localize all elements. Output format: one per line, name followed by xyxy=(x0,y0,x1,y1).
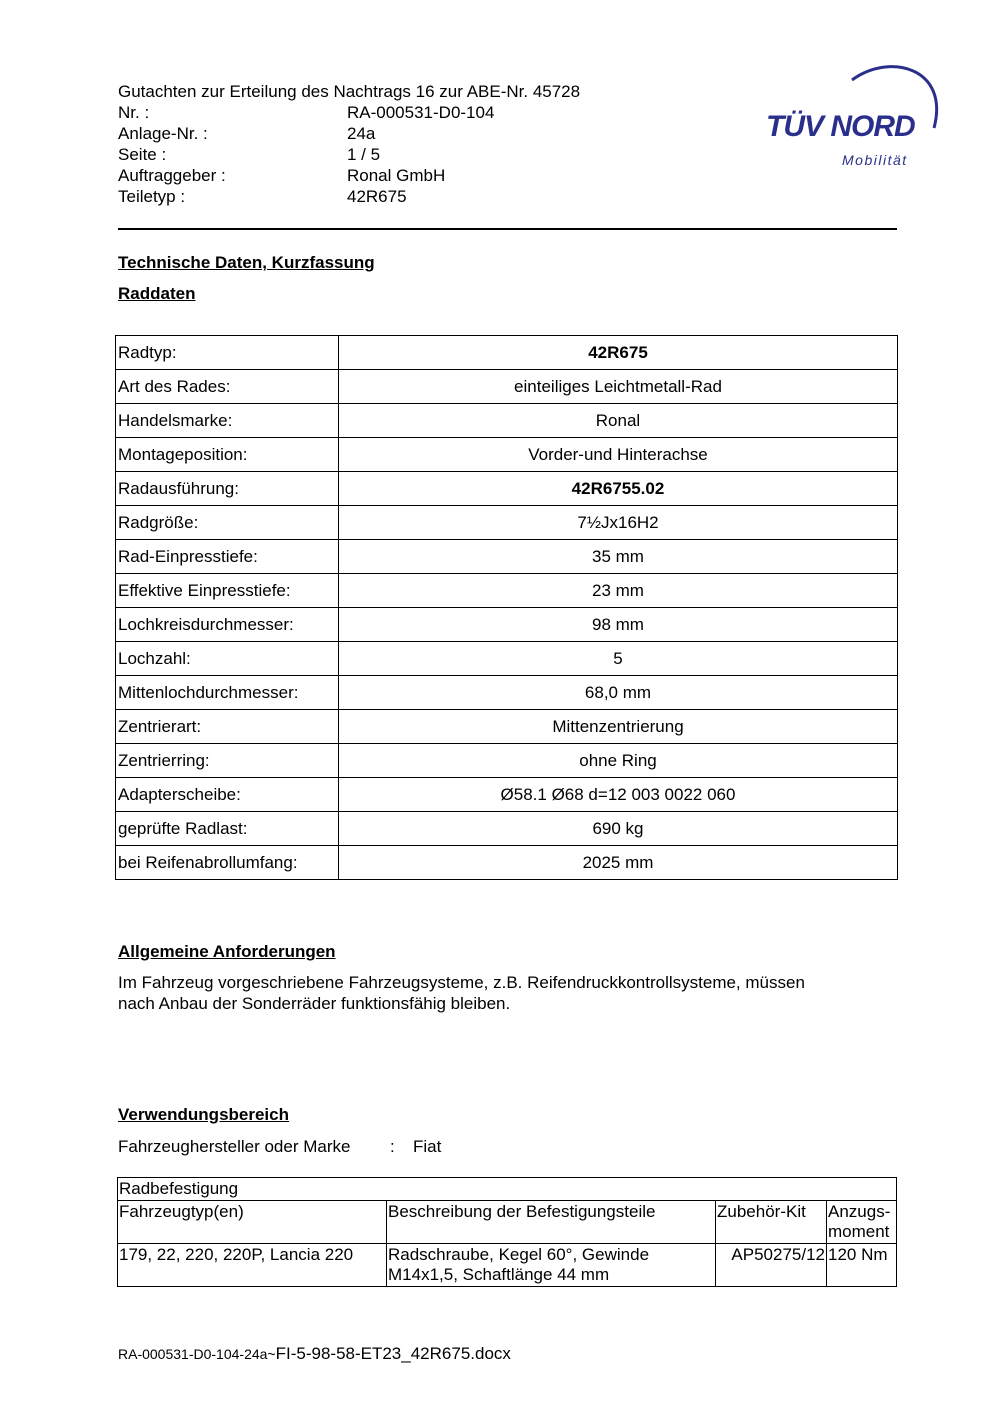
section-subtitle-raddaten: Raddaten xyxy=(118,284,196,303)
row-label: Rad-Einpresstiefe: xyxy=(116,540,339,574)
logo-subtext: Mobilität xyxy=(842,152,908,168)
row-label: Radtyp: xyxy=(116,336,339,370)
row-value: 42R675 xyxy=(339,336,898,370)
row-label: Art des Rades: xyxy=(116,370,339,404)
row-value: Ø58.1 Ø68 d=12 003 0022 060 xyxy=(339,778,898,812)
table-row xyxy=(116,370,898,404)
row-description-line1: Radschraube, Kegel 60°, Gewinde xyxy=(388,1245,650,1264)
row-value: 5 xyxy=(339,642,898,676)
row-label: Zentrierart: xyxy=(116,710,339,744)
row-label: Lochkreisdurchmesser: xyxy=(116,608,339,642)
row-value: Ronal xyxy=(339,404,898,438)
table-row xyxy=(116,336,898,370)
header-torque-line1: Anzugs- xyxy=(828,1202,891,1221)
table-row xyxy=(116,642,898,676)
row-value: 23 mm xyxy=(339,574,898,608)
maker-value: Fiat xyxy=(413,1137,442,1156)
section-title-verwendungsbereich: Verwendungsbereich xyxy=(118,1105,289,1124)
header-divider xyxy=(118,228,897,230)
row-description-line2: M14x1,5, Schaftlänge 44 mm xyxy=(388,1265,610,1284)
row-vehicle-types: 179, 22, 220, 220P, Lancia 220 xyxy=(118,1244,387,1287)
field-value-seite: 1 / 5 xyxy=(347,145,381,164)
section-title-technische-daten: Technische Daten, Kurzfassung xyxy=(118,253,375,272)
table-row xyxy=(116,540,898,574)
field-label-teiletyp: Teiletyp : xyxy=(118,187,186,206)
row-value: 35 mm xyxy=(339,540,898,574)
row-value: 7½Jx16H2 xyxy=(339,506,898,540)
header-torque xyxy=(827,1201,897,1244)
row-label: Radgröße: xyxy=(116,506,339,540)
maker-separator: : xyxy=(390,1137,395,1156)
field-label-auftraggeber: Auftraggeber : xyxy=(118,166,226,185)
row-value: Mittenzentrierung xyxy=(339,710,898,744)
row-label: Mittenlochdurchmesser: xyxy=(116,676,339,710)
requirements-text-line1: Im Fahrzeug vorgeschriebene Fahrzeugsysteme, z.B. Reifendruckkontrollsysteme, müssen xyxy=(118,973,805,992)
row-label: Adapterscheibe: xyxy=(116,778,339,812)
row-value: 690 kg xyxy=(339,812,898,846)
header-torque-line2: moment xyxy=(828,1222,890,1241)
requirements-text-line2: nach Anbau der Sonderräder funktionsfähig bleiben. xyxy=(118,994,511,1013)
row-value: 98 mm xyxy=(339,608,898,642)
header-description: Beschreibung der Befestigungsteile xyxy=(387,1201,716,1244)
document-title: Gutachten zur Erteilung des Nachtrags 16 zur ABE-Nr. 45728 xyxy=(118,82,581,101)
row-description xyxy=(387,1244,716,1287)
table-row xyxy=(116,710,898,744)
field-label-seite: Seite : xyxy=(118,145,167,164)
row-label: Lochzahl: xyxy=(116,642,339,676)
table-row xyxy=(116,506,898,540)
table-row xyxy=(116,438,898,472)
row-value: einteiliges Leichtmetall-Rad xyxy=(339,370,898,404)
fastening-caption: Radbefestigung xyxy=(118,1178,897,1201)
table-row xyxy=(116,812,898,846)
footer-filename xyxy=(118,1344,511,1364)
row-label: Zentrierring: xyxy=(116,744,339,778)
row-value: 42R6755.02 xyxy=(339,472,898,506)
table-row xyxy=(116,404,898,438)
field-label-anlage: Anlage-Nr. : xyxy=(118,124,208,143)
field-value-auftraggeber: Ronal GmbH xyxy=(347,166,446,185)
field-value-anlage: 24a xyxy=(347,124,376,143)
table-row xyxy=(116,778,898,812)
row-value: ohne Ring xyxy=(339,744,898,778)
wheel-data-table xyxy=(115,335,898,880)
table-row xyxy=(116,676,898,710)
field-label-nr: Nr. : xyxy=(118,103,150,122)
table-row xyxy=(116,608,898,642)
row-label: Effektive Einpresstiefe: xyxy=(116,574,339,608)
row-value: 2025 mm xyxy=(339,846,898,880)
logo-wordmark: TÜV NORD xyxy=(766,110,915,143)
section-title-allgemeine-anforderungen: Allgemeine Anforderungen xyxy=(118,942,336,961)
header-accessory-kit: Zubehör-Kit xyxy=(716,1201,827,1244)
fastening-table xyxy=(117,1177,897,1287)
maker-label: Fahrzeughersteller oder Marke xyxy=(118,1137,351,1156)
row-value: 68,0 mm xyxy=(339,676,898,710)
logo-arc-icon xyxy=(760,58,940,170)
field-value-nr: RA-000531-D0-104 xyxy=(347,103,495,122)
field-value-teiletyp: 42R675 xyxy=(347,187,407,206)
row-label: bei Reifenabrollumfang: xyxy=(116,846,339,880)
header-vehicle-types: Fahrzeugtyp(en) xyxy=(118,1201,387,1244)
table-row xyxy=(116,574,898,608)
footer-file: FI-5-98-58-ET23_42R675.docx xyxy=(275,1344,511,1363)
row-label: Montageposition: xyxy=(116,438,339,472)
row-torque: 120 Nm xyxy=(827,1244,897,1287)
row-label: Radausführung: xyxy=(116,472,339,506)
row-accessory-kit: AP50275/12 xyxy=(716,1244,827,1287)
table-row xyxy=(116,472,898,506)
table-row xyxy=(116,846,898,880)
footer-doc-id: RA-000531-D0-104-24a~ xyxy=(118,1346,276,1362)
tuev-nord-logo xyxy=(760,58,940,170)
row-label: geprüfte Radlast: xyxy=(116,812,339,846)
table-row xyxy=(116,744,898,778)
row-label: Handelsmarke: xyxy=(116,404,339,438)
row-value: Vorder-und Hinterachse xyxy=(339,438,898,472)
